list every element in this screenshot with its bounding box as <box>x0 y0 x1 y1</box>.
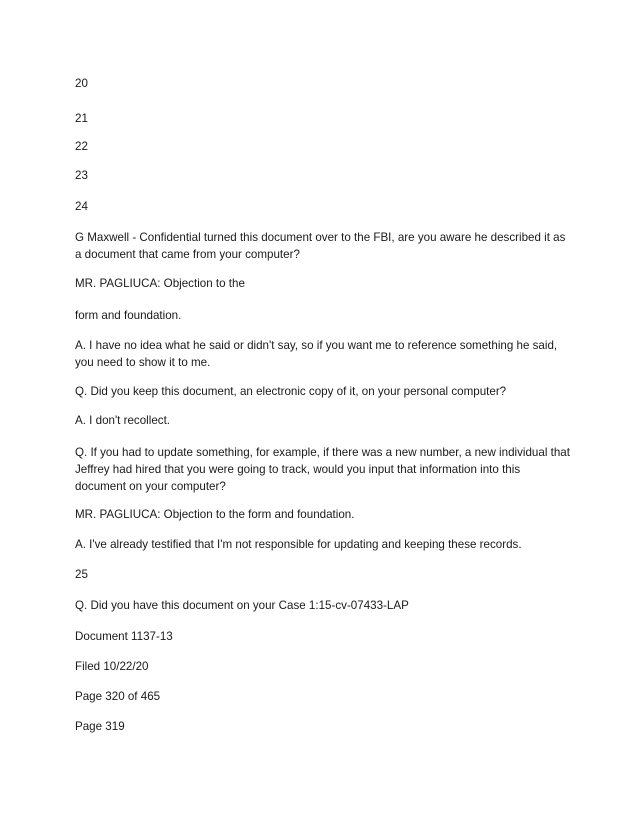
answer-paragraph: A. I have no idea what he said or didn't say, so if you want me to reference something he said, you need to show it to me. <box>75 339 558 369</box>
objection-paragraph: MR. PAGLIUCA: Objection to the <box>75 277 245 290</box>
line-number-21: 21 <box>75 112 88 125</box>
answer-paragraph: A. I've already testified that I'm not responsible for updating and keeping these records. <box>75 538 522 551</box>
case-filed-date: Filed 10/22/20 <box>75 660 149 673</box>
line-number-23: 23 <box>75 169 88 182</box>
case-page-of-total: Page 320 of 465 <box>75 690 161 703</box>
line-number-22: 22 <box>75 140 88 153</box>
question-paragraph: G Maxwell - Confidential turned this document over to the FBI, are you aware he described it as a document that came from your computer? <box>75 231 566 261</box>
question-paragraph: Q. If you had to update something, for example, if there was a new number, a new individual that Jeffrey had hired that you were going to track, would you input that information into this document on your computer? <box>75 446 570 493</box>
line-number-20: 20 <box>75 77 88 90</box>
answer-paragraph: A. I don't recollect. <box>75 414 171 427</box>
objection-continuation: form and foundation. <box>75 309 182 322</box>
case-document-number: Document 1137-13 <box>75 630 173 643</box>
objection-paragraph: MR. PAGLIUCA: Objection to the form and foundation. <box>75 508 355 521</box>
line-number-25: 25 <box>75 568 88 581</box>
transcript-page-number: Page 319 <box>75 720 125 733</box>
question-paragraph: Q. Did you have this document on your Case 1:15-cv-07433-LAP <box>75 599 409 612</box>
question-paragraph: Q. Did you keep this document, an electronic copy of it, on your personal computer? <box>75 385 507 398</box>
line-number-24: 24 <box>75 200 88 213</box>
